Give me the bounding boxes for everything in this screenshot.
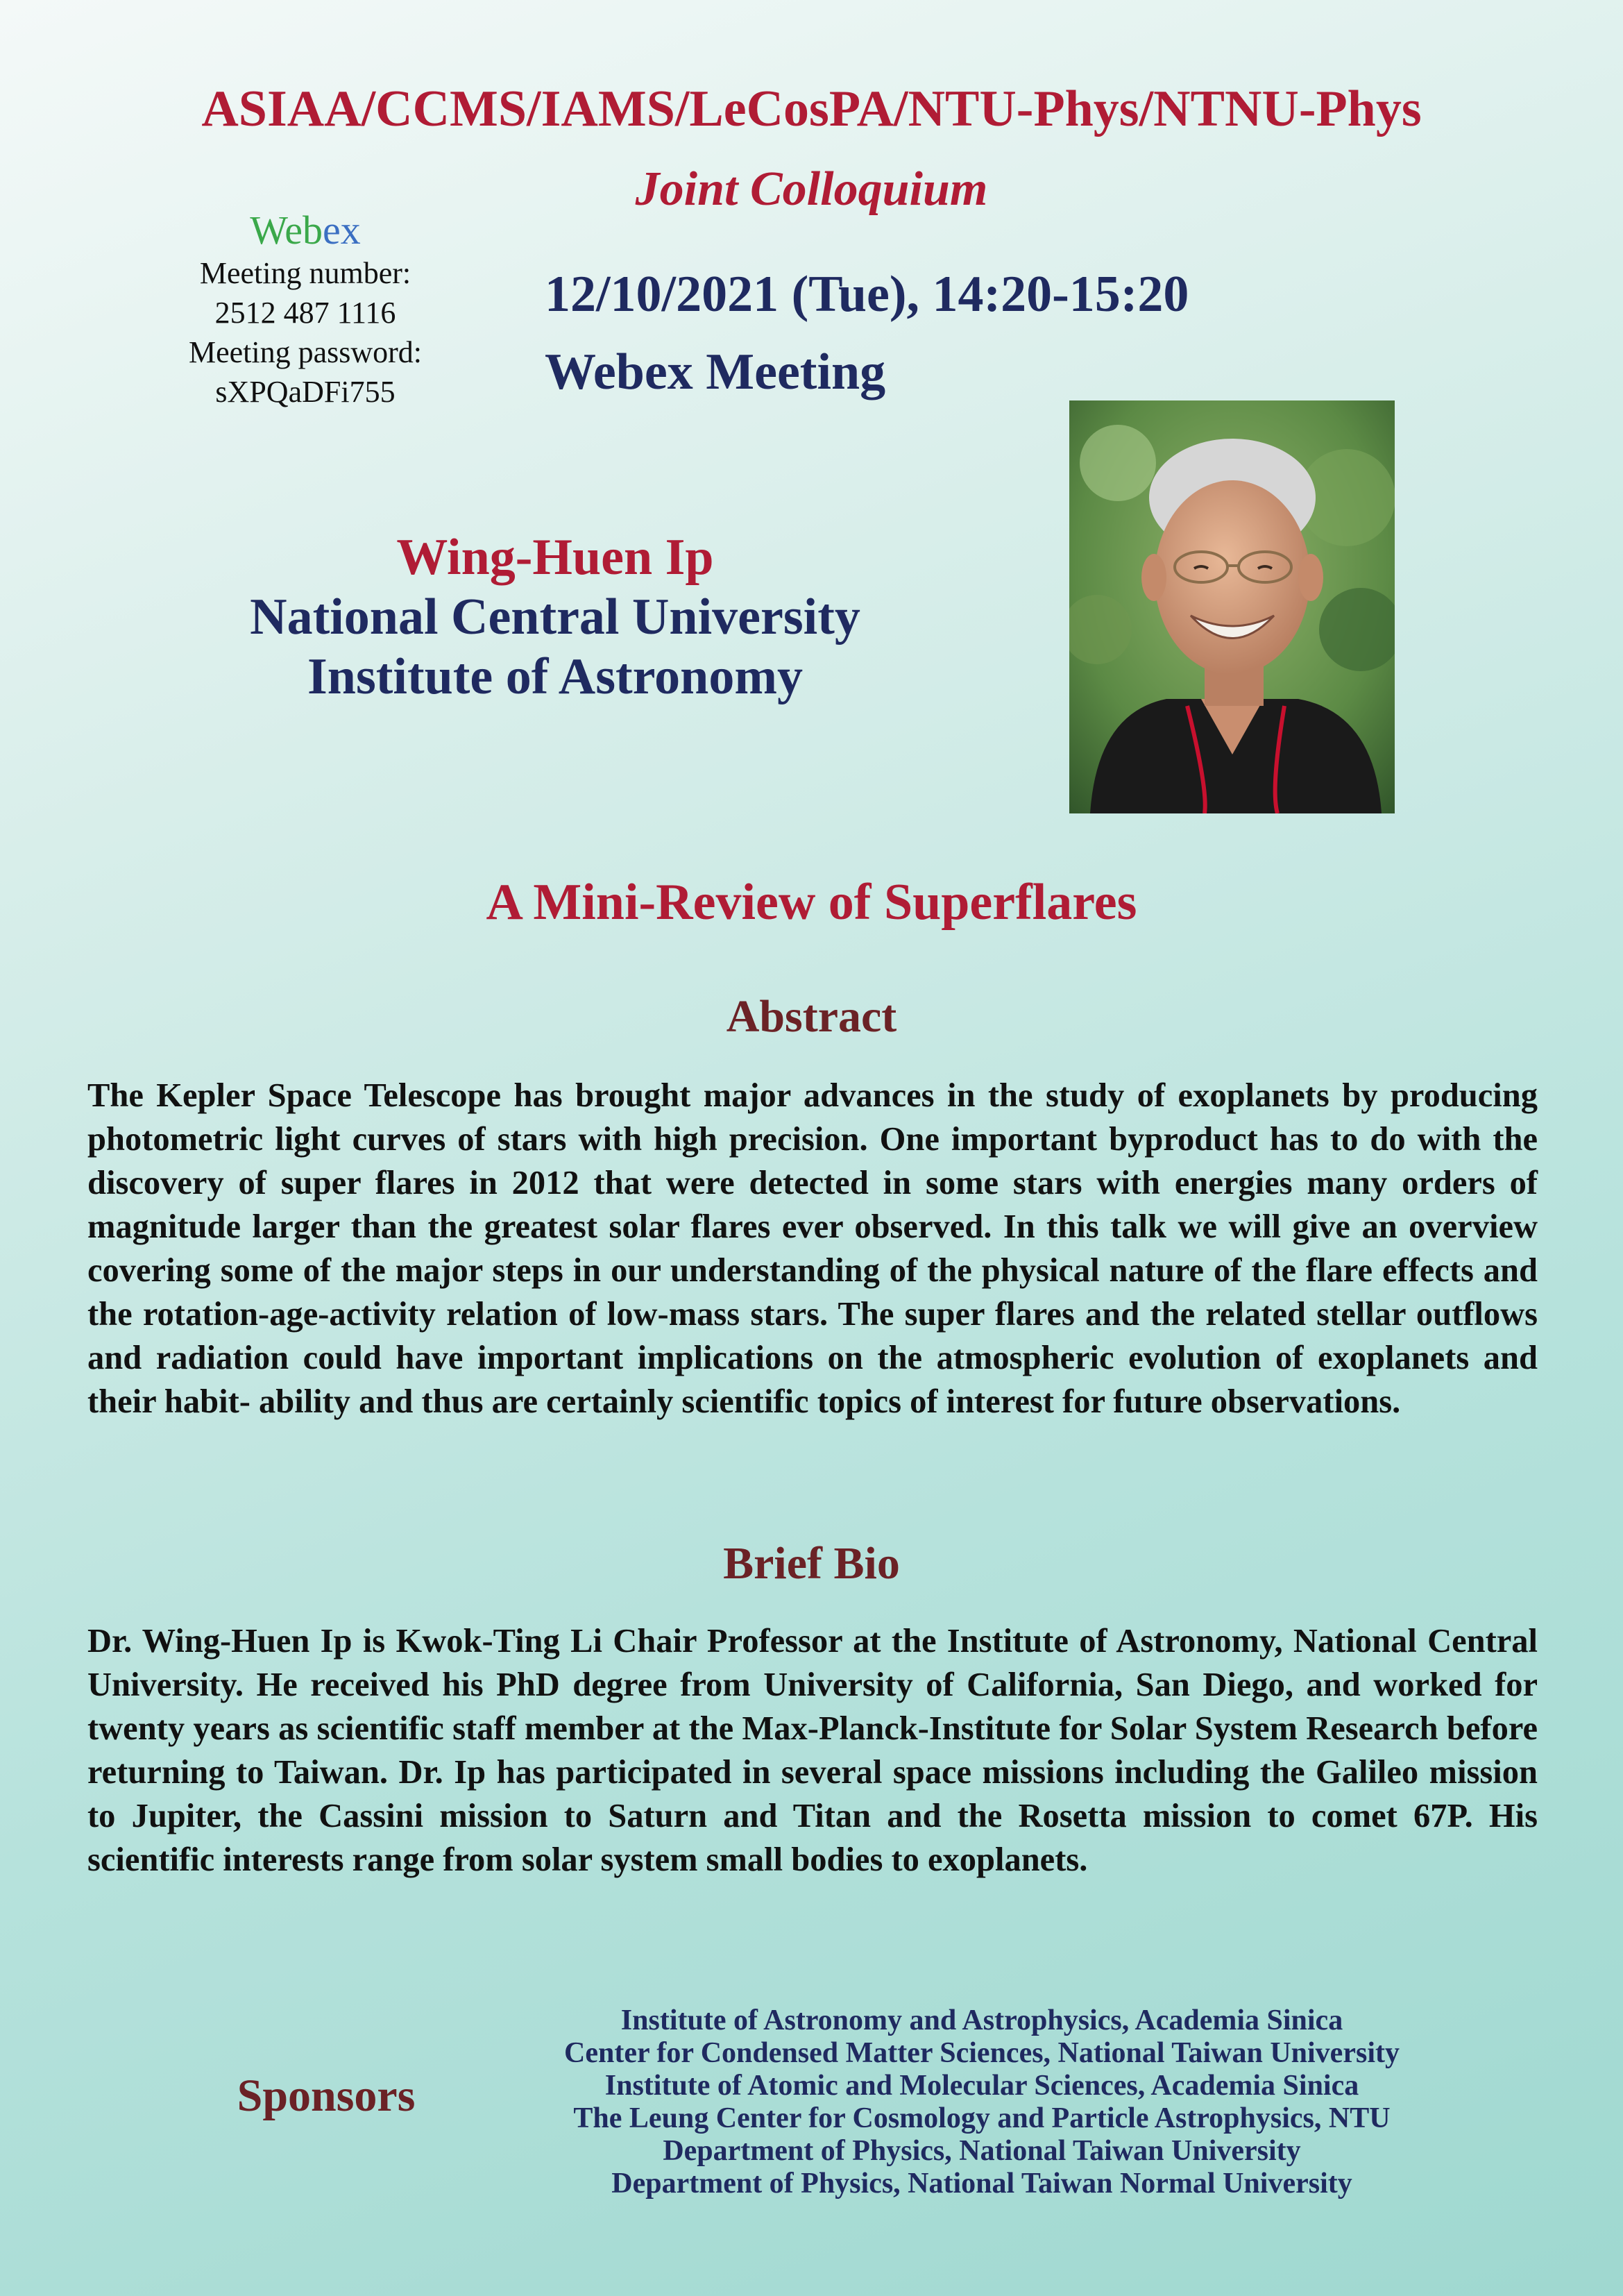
event-type: Joint Colloquium (635, 162, 988, 216)
sponsors-label: Sponsors (237, 2070, 416, 2121)
bio-text: Dr. Wing-Huen Ip is Kwok-Ting Li Chair Professor at the Institute of Astronomy, National Central University. He received his PhD degree from University of California, San Diego, and worked for twenty years as scientific staff member at the Max-Planck-Institute for Solar System Research before returning to Taiwan. Dr. Ip has participated in several space missions including the Galileo mission to Jupiter, the Cassini mission to Saturn and Titan and the Rosetta mission to comet 67P. His scientific interests range from solar system small bodies to exoplanets. (87, 1623, 1538, 1878)
webex-logo-part1: Web (250, 208, 323, 253)
speaker-name: Wing-Huen Ip (396, 529, 714, 586)
schedule (545, 255, 1377, 411)
sponsor-item: Department of Physics, National Taiwan Normal University (611, 2168, 1352, 2200)
webex-logo (160, 210, 451, 253)
sponsor-item: Institute of Atomic and Molecular Sciences, Academia Sinica (604, 2070, 1359, 2102)
meeting-info (160, 210, 451, 412)
sponsor-item: Department of Physics, National Taiwan University (663, 2135, 1301, 2167)
abstract-heading: Abstract (726, 991, 897, 1042)
event-venue: Webex Meeting (545, 344, 886, 400)
abstract-text: The Kepler Space Telescope has brought major advances in the study of exoplanets by producing photometric light curves of stars with high precision. One important byproduct has to do with the discovery of super flares in 2012 that were detected in some stars with energies many orders of magnitude larger than the greatest solar flares ever observed. In this talk we will give an overview covering some of the major steps in our understanding of the physical nature of the flare effects and the rotation-age-activity relation of low-mass stars. The super flares and the related stellar outflows and radiation could have important implications on the atmospheric evolution of exoplanets and their habit- ability and thus are certainly scientific topics of interest for future observations. (87, 1077, 1538, 1420)
meeting-password: sXPQaDFi755 (215, 375, 396, 409)
sponsor-item: The Leung Center for Cosmology and Particle Astrophysics, NTU (573, 2102, 1391, 2134)
webex-logo-part2: ex (323, 208, 361, 253)
sponsors-list (486, 2004, 1478, 2200)
meeting-password-label: Meeting password: (188, 335, 423, 369)
speaker-photo (1069, 400, 1395, 813)
talk-title: A Mini-Review of Superflares (486, 874, 1137, 931)
speaker-affiliation-line1: National Central University (250, 589, 860, 645)
speaker-affiliation-line2: Institute of Astronomy (307, 648, 803, 705)
header-organizations: ASIAA/CCMS/IAMS/LeCosPA/NTU-Phys/NTNU-Phys (201, 81, 1422, 137)
bio-heading: Brief Bio (723, 1538, 900, 1589)
meeting-number-label: Meeting number: (199, 256, 411, 290)
sponsor-item: Center for Condensed Matter Sciences, National Taiwan University (564, 2037, 1400, 2069)
meeting-number: 2512 487 1116 (214, 296, 396, 330)
speaker-block (139, 527, 971, 707)
sponsor-item: Institute of Astronomy and Astrophysics, Academia Sinica (620, 2004, 1343, 2036)
event-datetime: 12/10/2021 (Tue), 14:20-15:20 (545, 266, 1189, 323)
